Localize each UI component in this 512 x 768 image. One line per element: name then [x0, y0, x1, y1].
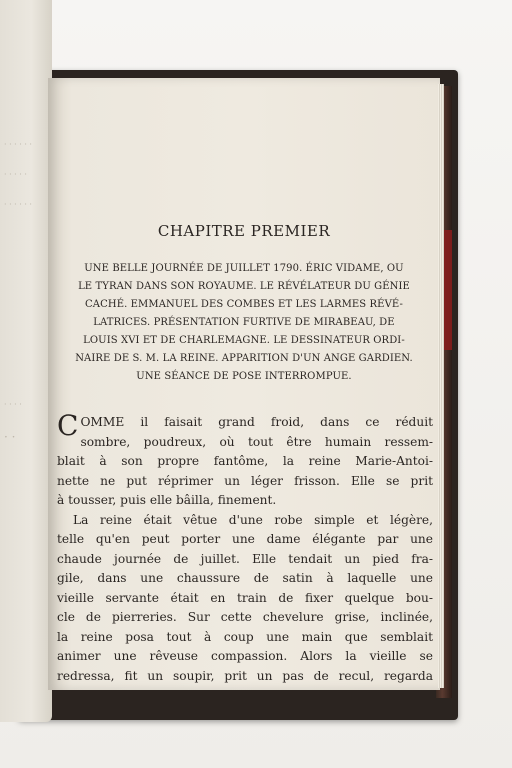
chapter-title: CHAPITRE PREMIER	[157, 222, 331, 240]
body-line: à tousser, puis elle bâilla, finement.	[57, 493, 277, 507]
bleed-through-text: · · · · · ·	[4, 200, 32, 209]
summary-line: CACHÉ. EMMANUEL DES COMBES ET LES LARMES RÉVÉ-	[85, 299, 403, 310]
summary-line: LE TYRAN DANS SON ROYAUME. LE RÉVÉLATEUR DU GÉNIE	[78, 281, 410, 292]
body-line: redressa, fit un soupir, prit un pas de recul, regarda	[57, 668, 433, 683]
body-line: La reine était vêtue d'une robe simple et légère,	[73, 512, 433, 527]
chapter-body	[57, 409, 433, 686]
body-line: la reine posa tout à coup une main que semblait	[57, 629, 433, 644]
body-line: chaude journée de juillet. Elle tendait un pied fra-	[57, 551, 433, 566]
body-line: blait à son propre fantôme, la reine Marie-Antoi-	[57, 454, 433, 468]
bleed-through-text: · · · ·	[4, 400, 22, 409]
body-line: sombre, poudreux, où tout être humain ressem-	[80, 434, 433, 449]
body-line: gile, dans une chaussure de satin à laquelle une	[57, 571, 433, 585]
summary-line: NAIRE DE S. M. LA REINE. APPARITION D'UN ANGE GARDIEN.	[75, 353, 413, 364]
left-page	[0, 0, 52, 722]
summary-line: UNE SÉANCE DE POSE INTERROMPUE.	[136, 371, 352, 382]
bookmark-ribbon	[444, 230, 452, 350]
chapter-summary	[60, 260, 428, 386]
body-line: OMME il faisait grand froid, dans ce réduit	[80, 415, 433, 429]
summary-line: LOUIS XVI ET DE CHARLEMAGNE. LE DESSINATEUR ORDI-	[83, 335, 405, 346]
bleed-through-text: · ·	[4, 430, 16, 444]
drop-cap: C	[57, 409, 79, 442]
bleed-through-text: · · · · · ·	[4, 140, 32, 149]
body-line: telle qu'en peut porter une dame élégante par une	[57, 532, 433, 546]
summary-line: UNE BELLE JOURNÉE DE JUILLET 1790. ÉRIC VIDAME, OU	[84, 263, 404, 274]
body-line: cle de pierreries. Sur cette chevelure grise, inclinée,	[57, 610, 433, 624]
body-line: vieille servante était en train de fixer quelque bou-	[57, 590, 433, 605]
body-line: nette ne put réprimer un léger frisson. Elle se prit	[57, 473, 433, 488]
summary-line: LATRICES. PRÉSENTATION FURTIVE DE MIRABEAU, DE	[93, 317, 395, 328]
page-edges	[438, 84, 444, 688]
body-line: animer une rêveuse compassion. Alors la vieille se	[57, 649, 433, 663]
bleed-through-text: · · · · ·	[4, 170, 27, 179]
